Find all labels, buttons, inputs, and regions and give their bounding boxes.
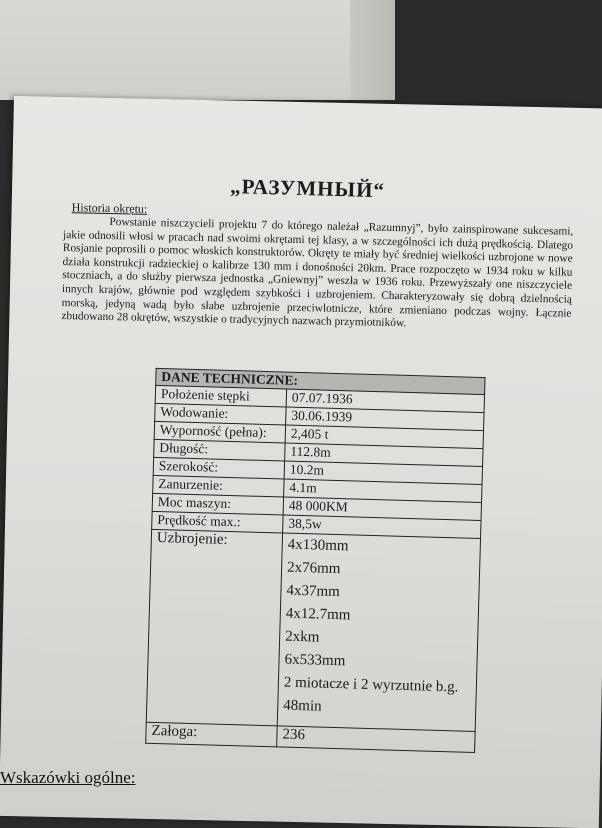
history-label: Historia okrętu: — [71, 200, 148, 216]
spec-value: 10.2m — [284, 461, 482, 485]
document-page — [0, 96, 602, 828]
document-title: „РАЗУМНЫЙ“ — [229, 174, 386, 203]
armament-item: 4x130mm — [287, 536, 349, 555]
armament-item: 4x37mm — [286, 582, 341, 601]
spec-value: 07.07.1936 — [286, 389, 484, 413]
crew-label: Załoga: — [146, 722, 278, 747]
spec-value: 38,5w — [283, 515, 481, 539]
spec-key: Prędkość max.: — [152, 511, 283, 533]
general-notes-heading: Wskazówki ogólne: — [0, 768, 136, 787]
armament-list — [277, 533, 480, 731]
spec-key: Wodowanie: — [155, 403, 286, 425]
armament-item: 48min — [283, 697, 322, 715]
sheet-fold — [350, 0, 395, 100]
specs-header: DANE TECHNICZNE: — [156, 368, 485, 394]
spec-key: Wyporność (pełna): — [154, 421, 285, 443]
specs-table — [145, 368, 485, 753]
armament-item: 6x533mm — [284, 651, 346, 670]
armament-label: Uzbrojenie: — [146, 529, 282, 726]
armament-item: 2 miotacze i 2 wyrzutnie b.g. — [283, 674, 459, 696]
armament-row — [146, 529, 480, 731]
armament-item: 2x76mm — [286, 559, 341, 578]
spec-value: 4.1m — [284, 479, 482, 503]
spec-value: 48 000KM — [283, 497, 481, 521]
spec-key: Moc maszyn: — [152, 493, 283, 515]
spec-key: Długość: — [154, 439, 285, 461]
spec-key: Szerokość: — [153, 457, 284, 479]
history-paragraph: Powstanie niszczycieli projektu 7 do którego należał „Razumnyj”, było zainspirowane sukcesami, jakie odnosili włosi w pracach nad swoimi okrętami tej klasy, a w szczególności ich dużą prędkością. Dlatego Rosjanie poprosili o pomoc włoskich konstruktorów. Okręty te miały być średniej wielkości uzbrojone w nowe działa konstrukcji radzieckiej o kalibrze 130 mm i donośności 20km. Prace rozpoczęto w 1934 roku w kilku stoczniach, a do służby pierwsza jednostka „Gniewnyj” weszła w 1936 roku. Przewyższały one niszczyciele innych krajów, głównie pod względem szybkości i uzbrojeniem. Charakteryzowały się dobrą dzielnością morską, jedyną wadą było słabe uzbrojenie przeciwlotnicze, które zmieniano podczas wojny. Łącznie zbudowano 28 okrętów, wszystkie o tradycyjnych nazwach przymiotników. — [61, 216, 574, 330]
crew-value: 236 — [277, 726, 476, 753]
spec-value: 2,405 t — [285, 425, 483, 449]
dark-surface — [395, 0, 602, 120]
spec-value: 112.8m — [285, 443, 483, 467]
armament-item: 2xkm — [284, 628, 320, 646]
spec-key: Zanurzenie: — [153, 475, 284, 497]
background-sheet — [0, 0, 395, 100]
spec-value: 30.06.1939 — [286, 407, 484, 431]
spec-key: Położenie stępki — [155, 385, 286, 407]
armament-item: 4x12.7mm — [285, 605, 351, 624]
